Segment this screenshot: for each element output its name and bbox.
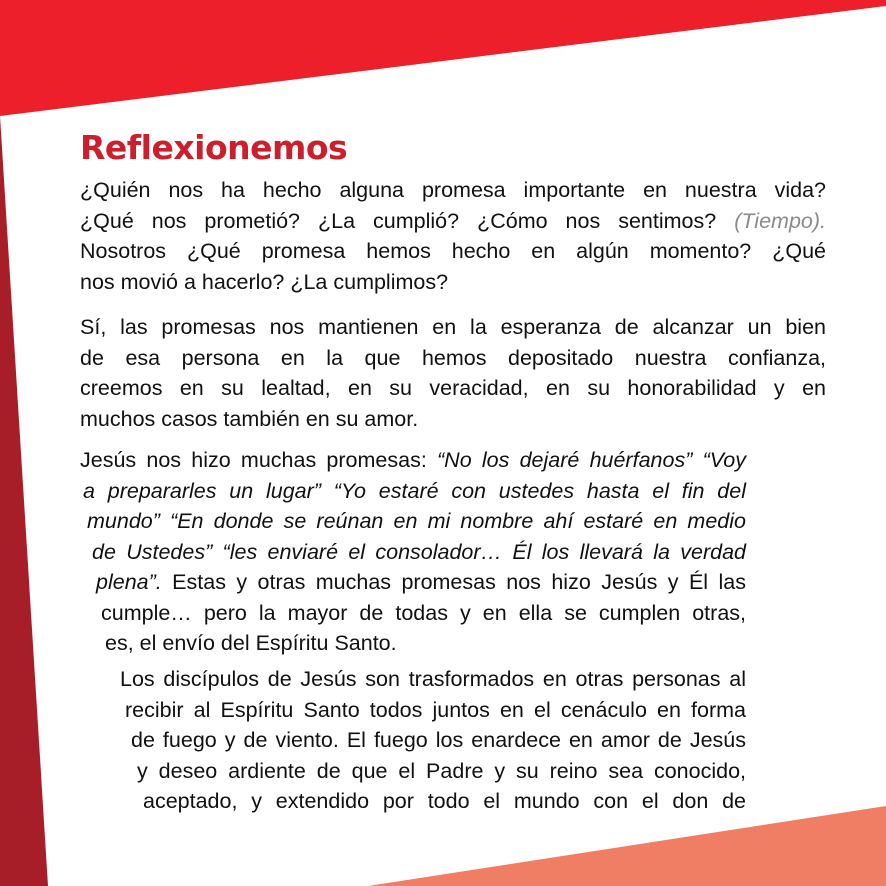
page-title: Reflexionemos bbox=[80, 128, 348, 167]
paragraph-line: es, el envío del Espíritu Santo. bbox=[105, 631, 397, 655]
paragraph-questions bbox=[80, 175, 826, 297]
paragraph-line: y deseo ardiente de que el Padre y su reino sea conocido, bbox=[137, 758, 746, 783]
time-note: (Tiempo). bbox=[734, 208, 826, 233]
paragraph-line: creemos en su lealtad, en su veracidad, en su honorabilidad y en bbox=[80, 376, 826, 400]
paragraph-jesus-promises bbox=[0, 445, 746, 659]
paragraph-line bbox=[96, 567, 746, 598]
paragraph-promises bbox=[80, 312, 826, 434]
paragraph-line bbox=[80, 445, 746, 476]
paragraph-line: de esa persona en la que hemos depositado nuestra confianza, bbox=[80, 345, 826, 370]
paragraph-line: recibir al Espíritu Santo todos juntos en el cenáculo en forma bbox=[125, 697, 746, 722]
paragraph-line: cumple… pero la mayor de todas y en ella se cumplen otras, bbox=[101, 600, 746, 625]
paragraph-line: de fuego y de viento. El fuego los enardece en amor de Jesús bbox=[131, 728, 746, 752]
paragraph-line: aceptado, y extendido por todo el mundo con el don de bbox=[143, 789, 746, 813]
paragraph-line: de Ustedes” “les enviaré el consolador… Él los llevará la verdad bbox=[92, 539, 746, 564]
line-text: Jesús nos hizo muchas promesas: bbox=[80, 448, 427, 472]
line-text: Estas y otras muchas promesas nos hizo Jesús y Él las bbox=[172, 570, 746, 594]
paragraph-line: a prepararles un lugar” “Yo estaré con ustedes hasta el fin del bbox=[83, 478, 746, 503]
quote-text: “No los dejaré huérfanos” “Voy bbox=[437, 448, 746, 472]
line-text: ¿Qué nos prometió? ¿La cumplió? ¿Cómo nos sentimos? bbox=[80, 208, 717, 233]
paragraph-disciples bbox=[0, 664, 746, 817]
paragraph-line: mundo” “En donde se reúnan en mi nombre ahí estaré en medio bbox=[87, 509, 746, 533]
paragraph-line: ¿Quién nos ha hecho alguna promesa importante en nuestra vida? bbox=[80, 178, 826, 202]
paragraph-line: Sí, las promesas nos mantienen en la esperanza de alcanzar un bien bbox=[80, 315, 826, 339]
paragraph-line: Nosotros ¿Qué promesa hemos hecho en algún momento? ¿Qué bbox=[80, 239, 826, 263]
paragraph-line: muchos casos también en su amor. bbox=[80, 406, 419, 431]
paragraph-line: Los discípulos de Jesús son trasformados en otras personas al bbox=[120, 667, 746, 691]
quote-text: plena”. bbox=[96, 570, 162, 594]
paragraph-line: nos movió a hacerlo? ¿La cumplimos? bbox=[80, 269, 449, 294]
paragraph-line bbox=[80, 206, 826, 237]
